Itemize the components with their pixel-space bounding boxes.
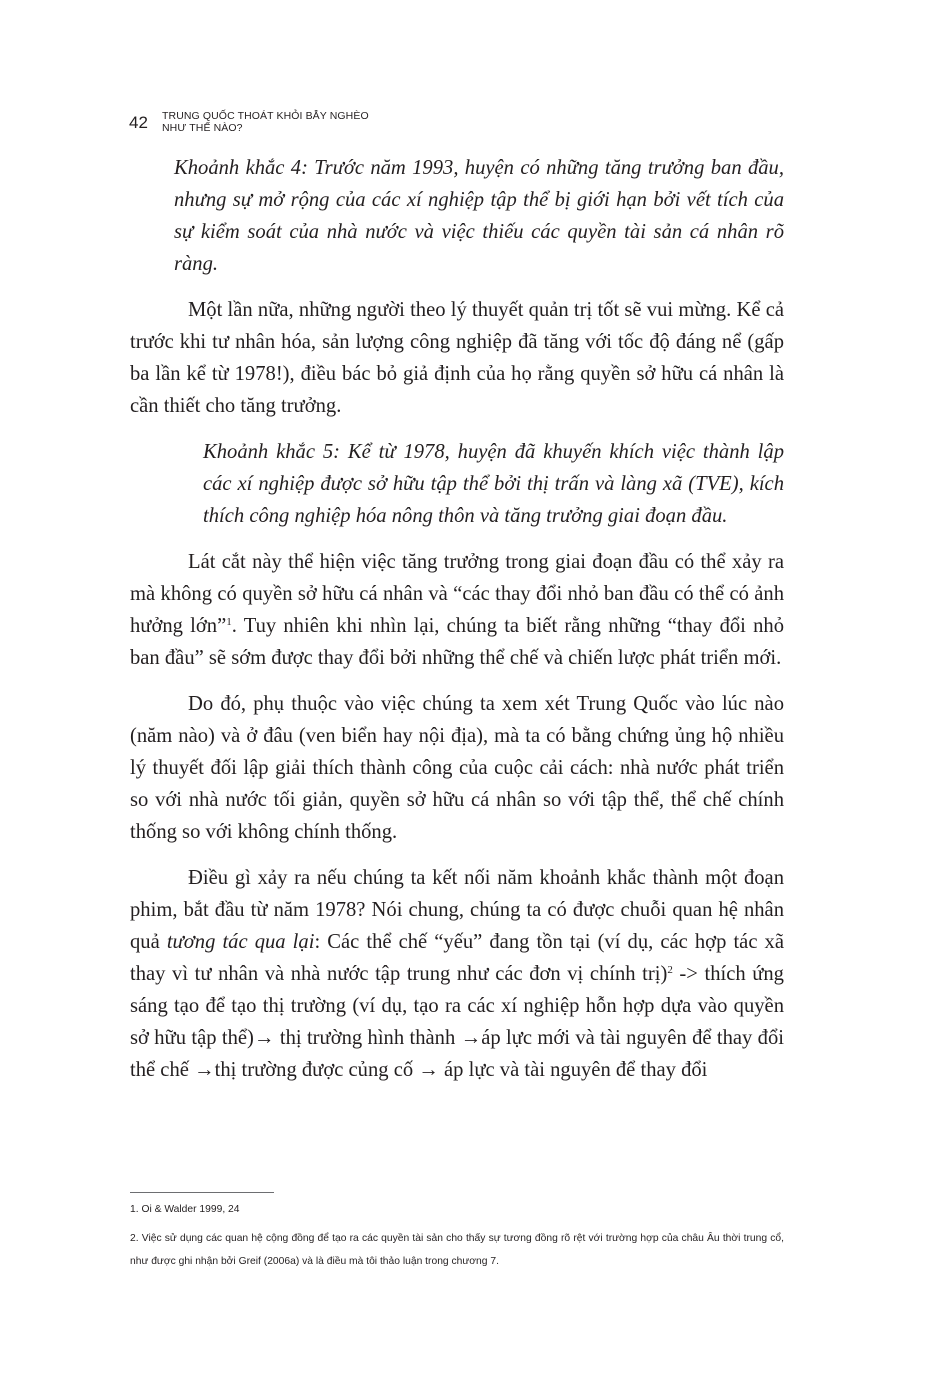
paragraph-1: Một lần nữa, những người theo lý thuyết quản trị tốt sẽ vui mừng. Kể cả trước khi tư nhân hóa, sản lượng công nghiệp đã tăng với tốc độ đáng nể (gấp ba lần kể từ 1978!), điều bác bỏ giả định của họ rằng quyền sở hữu cá nhân là cần thiết cho tăng trưởng. [130, 299, 784, 417]
paragraph-4-part-b: : Các thể chế “yếu” đang tồn tại (ví dụ, các hợp tác xã thay vì tư nhân và nhà nước tập trung như các đơn vị chính trị) [130, 931, 784, 985]
footnote-ref-2[interactable]: 2 [667, 964, 673, 976]
paragraph-2 [130, 546, 784, 674]
page-number: 42 [129, 113, 148, 132]
running-head-line-1: TRUNG QUỐC THOÁT KHỎI BẪY NGHÈO [162, 110, 369, 122]
paragraph-3: Do đó, phụ thuộc vào việc chúng ta xem xét Trung Quốc vào lúc nào (năm nào) và ở đâu (ven biển hay nội địa), mà ta có bằng chứng ủng hộ nhiều lý thuyết đối lập giải thích thành công của cuộc cải cách: nhà nước phát triển so với nhà nước tối giản, quyền sở hữu cá nhân so với tập thể, thể chế chính thống so với không chính thống. [130, 693, 784, 843]
quote-moment-5: Khoảnh khắc 5: Kể từ 1978, huyện đã khuyến khích việc thành lập các xí nghiệp được sở hữu tập thể bởi thị trấn và làng xã (TVE), kích thích công nghiệp hóa nông thôn và tăng trưởng giai đoạn đầu. [203, 441, 784, 527]
quote-moment-4: Khoảnh khắc 4: Trước năm 1993, huyện có những tăng trưởng ban đầu, nhưng sự mở rộng của các xí nghiệp tập thể bị giới hạn bởi vết tích của sự kiểm soát của nhà nước và việc thiếu các quyền tài sản cá nhân rõ ràng. [174, 157, 784, 275]
paragraph-4-part-a: Điều gì xảy ra nếu chúng ta kết nối năm khoảnh khắc thành một đoạn phim, bắt đầu từ năm 1978? Nói chung, chúng ta có được chuỗi quan hệ nhân quả [130, 867, 784, 953]
paragraph-2-part-a: Lát cắt này thể hiện việc tăng trưởng trong giai đoạn đầu có thể xảy ra mà không có quyền sở hữu cá nhân và “các thay đổi nhỏ ban đầu có thể có ảnh hưởng lớn” [130, 551, 784, 637]
paragraph-4-part-c: -> thích ứng sáng tạo để tạo thị trường (ví dụ, tạo ra các xí nghiệp hỗn hợp dựa vào quyền sở hữu tập thể)→ thị trường hình thành →áp lực mới và tài nguyên để thay đổi thể chế →thị trường được củng cố → áp lực và tài nguyên để thay đổi [130, 963, 784, 1081]
main-text [130, 152, 784, 1100]
running-head [162, 110, 369, 134]
footnote-divider [130, 1192, 274, 1193]
footnote-ref-1[interactable]: 1 [226, 616, 232, 628]
running-head-line-2: NHƯ THẾ NÀO? [162, 122, 243, 134]
footnote-1: 1. Oi & Walder 1999, 24 [130, 1204, 240, 1215]
footnote-2: 2. Việc sử dụng các quan hệ cộng đồng để tạo ra các quyền tài sản cho thấy sự tương đồng rõ rệt với trường hợp của châu Âu thời trung cổ, như được ghi nhận bởi Greif (2006a) và là điều mà tôi thảo luận trong chương 7. [130, 1233, 784, 1267]
footnotes [130, 1201, 784, 1282]
paragraph-4-emphasis: tương tác qua lại [166, 931, 315, 953]
paragraph-4 [130, 862, 784, 1086]
paragraph-2-part-b: . Tuy nhiên khi nhìn lại, chúng ta biết rằng những “thay đổi nhỏ ban đầu” sẽ sớm được thay đổi bởi những thể chế và chiến lược phát triển mới. [130, 615, 784, 669]
